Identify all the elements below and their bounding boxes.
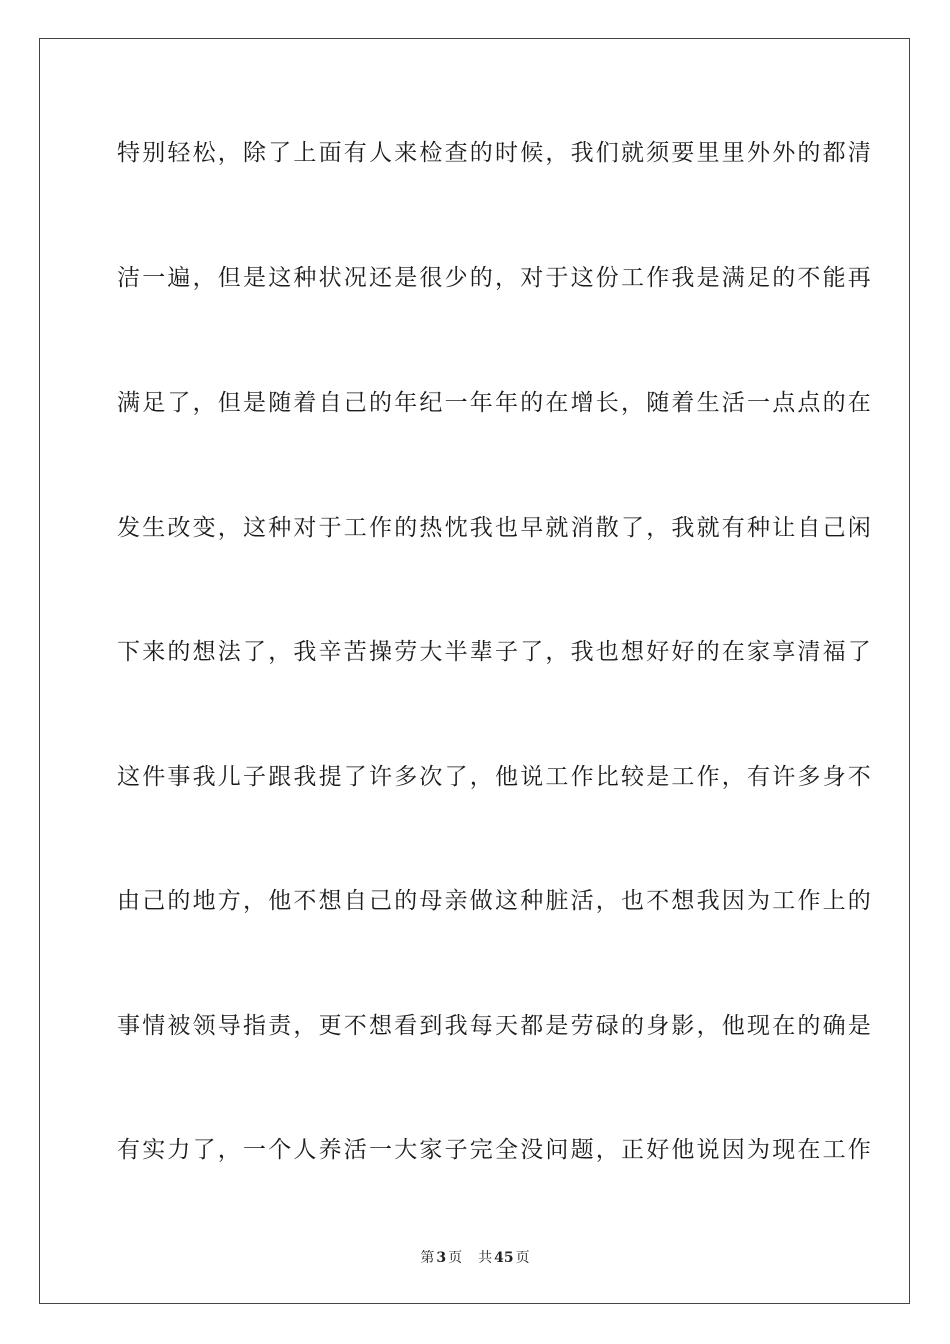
page-footer — [0, 1247, 950, 1267]
page-suffix: 页 — [448, 1250, 463, 1266]
total-prefix: 共 — [478, 1250, 493, 1266]
text-line: 满足了，但是随着自己的年纪一年年的在增长，随着生活一点点的在 — [117, 390, 873, 416]
text-line: 这件事我儿子跟我提了许多次了，他说工作比较是工作，有许多身不 — [117, 764, 873, 790]
text-line: 下来的想法了，我辛苦操劳大半辈子了，我也想好好的在家享清福了 — [117, 639, 873, 665]
page-number: 3 — [436, 1250, 447, 1266]
text-line: 洁一遍，但是这种状况还是很少的，对于这份工作我是满足的不能再 — [117, 265, 873, 291]
text-line: 由己的地方，他不想自己的母亲做这种脏活，也不想我因为工作上的 — [117, 888, 873, 914]
text-line: 有实力了，一个人养活一大家子完全没问题，正好他说因为现在工作 — [117, 1137, 873, 1163]
text-line: 特别轻松，除了上面有人来检查的时候，我们就须要里里外外的都清 — [117, 140, 873, 166]
text-line: 事情被领导指责，更不想看到我每天都是劳碌的身影，他现在的确是 — [117, 1013, 873, 1039]
page-prefix: 第 — [420, 1250, 435, 1266]
total-suffix: 页 — [515, 1250, 530, 1266]
text-line: 发生改变，这种对于工作的热忱我也早就消散了，我就有种让自己闲 — [117, 515, 873, 541]
page-border — [39, 38, 910, 1304]
total-pages: 45 — [494, 1250, 514, 1266]
